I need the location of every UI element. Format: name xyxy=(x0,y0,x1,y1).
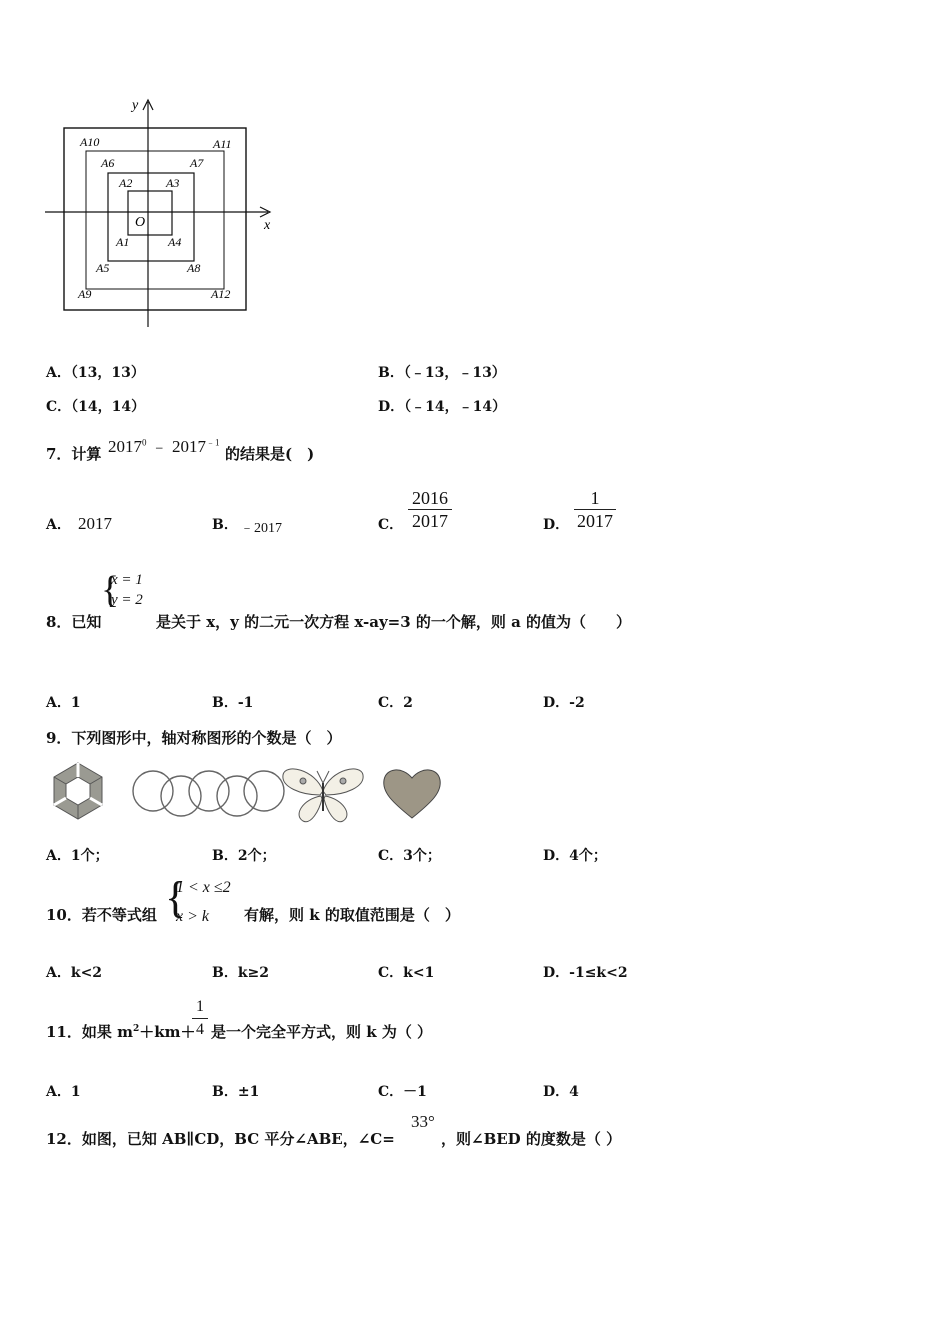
q10-option-a[interactable]: A．k<2 xyxy=(46,965,103,981)
origin-label: O xyxy=(135,215,146,230)
q7-option-b-value: ﹣2017 xyxy=(240,521,282,536)
q8-equation-1: x = 1 xyxy=(111,572,143,588)
q9-option-d[interactable]: D．4个； xyxy=(543,848,607,864)
q9-figures xyxy=(40,760,450,826)
point-label: A11 xyxy=(213,137,232,151)
q11-fraction xyxy=(192,996,208,1041)
q7-option-c[interactable]: C． xyxy=(378,517,404,533)
q6-option-d[interactable]: D．（﹣14，﹣14） xyxy=(378,399,507,415)
point-label: A2 xyxy=(119,176,133,190)
point-label: A12 xyxy=(211,287,231,301)
q11-option-c[interactable]: C．－1 xyxy=(378,1084,427,1100)
point-label: A7 xyxy=(190,156,204,170)
q11-option-a[interactable]: A．1 xyxy=(46,1084,81,1100)
q7-expression: 2017$^0$ ﹣ $2017^{﹣1}$ xyxy=(108,437,220,456)
q10-inequality-1: 1 < x ≤2 xyxy=(176,879,231,896)
q11-option-d[interactable]: D．4 xyxy=(543,1084,579,1100)
q6-option-b[interactable]: B．（﹣13，﹣13） xyxy=(378,365,506,381)
q9-option-c[interactable]: C．3个； xyxy=(378,848,441,864)
q8-option-b[interactable]: B．-1 xyxy=(212,695,254,711)
point-label: A5 xyxy=(96,261,110,275)
fraction-numerator: 1 xyxy=(590,488,600,508)
hexagon-knot-figure xyxy=(54,763,102,819)
q7-suffix: 的结果是( ) xyxy=(225,445,315,463)
five-rings-figure xyxy=(133,771,284,816)
q8-option-d[interactable]: D．-2 xyxy=(543,695,585,711)
q8-number: 8．已知 xyxy=(46,613,102,631)
fraction-denominator: 4 xyxy=(196,1021,204,1038)
q10-system-brace: { xyxy=(165,873,187,922)
q7-option-b[interactable]: B． xyxy=(212,517,238,533)
q8-option-a[interactable]: A．1 xyxy=(46,695,81,711)
q12-prefix: 12．如图，已知 AB∥CD，BC 平分∠ABE，∠C= xyxy=(46,1130,395,1148)
q10-number: 10．若不等式组 xyxy=(46,906,157,924)
y-axis-label: y xyxy=(132,98,139,113)
fraction-numerator: 1 xyxy=(196,998,204,1015)
heart-figure xyxy=(384,770,441,818)
q7-option-c-fraction xyxy=(408,487,452,532)
q8-equation-2: y = 2 xyxy=(111,592,143,608)
q7-option-a-value: 2017 xyxy=(78,514,112,533)
fraction-denominator: 2017 xyxy=(412,511,448,531)
q9-option-a[interactable]: A．1个； xyxy=(46,848,109,864)
point-label: A10 xyxy=(80,135,100,149)
q11-prefix: 11．如果 $m^2+km+$ xyxy=(46,1023,196,1041)
q12-question: ，则∠BED 的度数是（ ） xyxy=(441,1130,622,1148)
point-label: A3 xyxy=(166,176,180,190)
q6-option-a[interactable]: A．（13，13） xyxy=(46,365,145,381)
q11-option-b[interactable]: B．±1 xyxy=(212,1084,260,1100)
q8-option-c[interactable]: C．2 xyxy=(378,695,413,711)
q7-option-d-fraction xyxy=(574,487,616,532)
q9-question: 9．下列图形中，轴对称图形的个数是（ ） xyxy=(46,729,342,747)
q10-option-d[interactable]: D．-1≤k<2 xyxy=(543,965,628,981)
x-axis-label: x xyxy=(264,218,271,233)
q10-question: 有解，则 k 的取值范围是（ ） xyxy=(244,906,460,924)
square-4 xyxy=(64,128,246,310)
q9-option-b[interactable]: B．2个； xyxy=(212,848,276,864)
q10-inequality-2: x > k xyxy=(176,908,209,925)
q10-option-c[interactable]: C．k<1 xyxy=(378,965,435,981)
coordinate-figure xyxy=(40,95,280,330)
point-label: A1 xyxy=(116,235,130,249)
q12-angle-value: 33° xyxy=(411,1112,435,1131)
q6-option-c[interactable]: C．（14，14） xyxy=(46,399,146,415)
point-label: A8 xyxy=(187,261,201,275)
q8-system-brace: { xyxy=(101,569,120,611)
point-label: A6 xyxy=(101,156,115,170)
q10-option-b[interactable]: B．k≥2 xyxy=(212,965,270,981)
q11-question: 是一个完全平方式，则 k 为（ ） xyxy=(211,1023,433,1041)
point-label: A9 xyxy=(78,287,92,301)
q7-option-a[interactable]: A． xyxy=(46,517,71,533)
point-label: A4 xyxy=(168,235,182,249)
fraction-numerator: 2016 xyxy=(412,488,448,508)
fraction-denominator: 2017 xyxy=(577,511,613,531)
butterfly-figure xyxy=(283,769,363,822)
q7-option-d[interactable]: D． xyxy=(543,517,570,533)
q8-question: 是关于 x，y 的二元一次方程 x-ay=3 的一个解，则 a 的值为（ ） xyxy=(156,613,632,631)
q7-question: 7．计算 xyxy=(46,445,102,463)
